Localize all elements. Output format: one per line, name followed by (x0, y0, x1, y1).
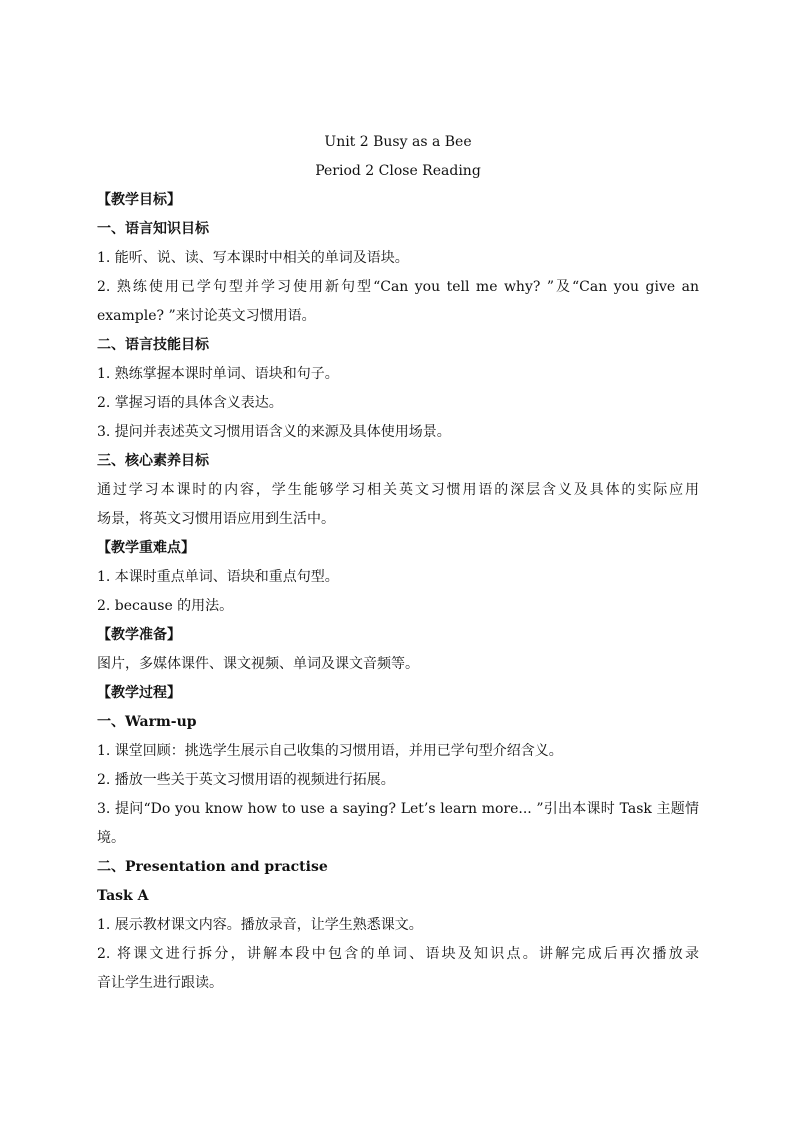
task-a-item-2-line-1: 2. 将课文进行拆分，讲解本段中包含的单词、语块及知识点。讲解完成后再次播放录 (97, 946, 699, 962)
warmup-item-3-line-2: 境。 (97, 830, 125, 846)
document-subtitle: Period 2 Close Reading (315, 163, 481, 179)
process-heading: 【教学过程】 (97, 685, 181, 701)
language-skills-item-2: 2. 掌握习语的具体含义表达。 (97, 395, 283, 411)
preparation-text: 图片，多媒体课件、课文视频、单词及课文音频等。 (97, 656, 419, 672)
warmup-item-1: 1. 课堂回顾：挑选学生展示自己收集的习惯用语，并用已学句型介绍含义。 (97, 743, 563, 759)
language-knowledge-item-2-line-2: example? ”来讨论英文习惯用语。 (97, 308, 316, 324)
task-a-heading: Task A (97, 888, 149, 904)
document-title: Unit 2 Busy as a Bee (324, 134, 472, 150)
language-knowledge-heading: 一、语言知识目标 (97, 221, 209, 237)
warmup-heading: 一、Warm-up (97, 714, 197, 730)
warmup-item-3-line-1: 3. 提问“Do you know how to use a saying? Let’s learn more... ”引出本课时 Task 主题情 (97, 801, 699, 817)
document-page (97, 128, 699, 998)
key-points-item-1: 1. 本课时重点单词、语块和重点句型。 (97, 569, 339, 585)
language-knowledge-item-2-line-1: 2. 熟练使用已学句型并学习使用新句型“Can you tell me why? ”及“Can you give an (97, 279, 699, 295)
core-literacy-heading: 三、核心素养目标 (97, 453, 209, 469)
language-skills-item-1: 1. 熟练掌握本课时单词、语块和句子。 (97, 366, 339, 382)
presentation-heading: 二、Presentation and practise (97, 859, 328, 875)
task-a-item-2-line-2: 音让学生进行跟读。 (97, 975, 223, 991)
core-literacy-text-line-2: 场景，将英文习惯用语应用到生活中。 (97, 511, 335, 527)
language-skills-item-3: 3. 提问并表述英文习惯用语含义的来源及具体使用场景。 (97, 424, 451, 440)
key-points-item-2: 2. because 的用法。 (97, 598, 234, 614)
key-points-heading: 【教学重难点】 (97, 540, 195, 556)
core-literacy-text-line-1: 通过学习本课时的内容，学生能够学习相关英文习惯用语的深层含义及具体的实际应用 (97, 482, 699, 498)
language-skills-heading: 二、语言技能目标 (97, 337, 209, 353)
task-a-item-1: 1. 展示教材课文内容。播放录音，让学生熟悉课文。 (97, 917, 423, 933)
warmup-item-2: 2. 播放一些关于英文习惯用语的视频进行拓展。 (97, 772, 395, 788)
language-knowledge-item-1: 1. 能听、说、读、写本课时中相关的单词及语块。 (97, 250, 409, 266)
objectives-heading: 【教学目标】 (97, 192, 181, 208)
preparation-heading: 【教学准备】 (97, 627, 181, 643)
